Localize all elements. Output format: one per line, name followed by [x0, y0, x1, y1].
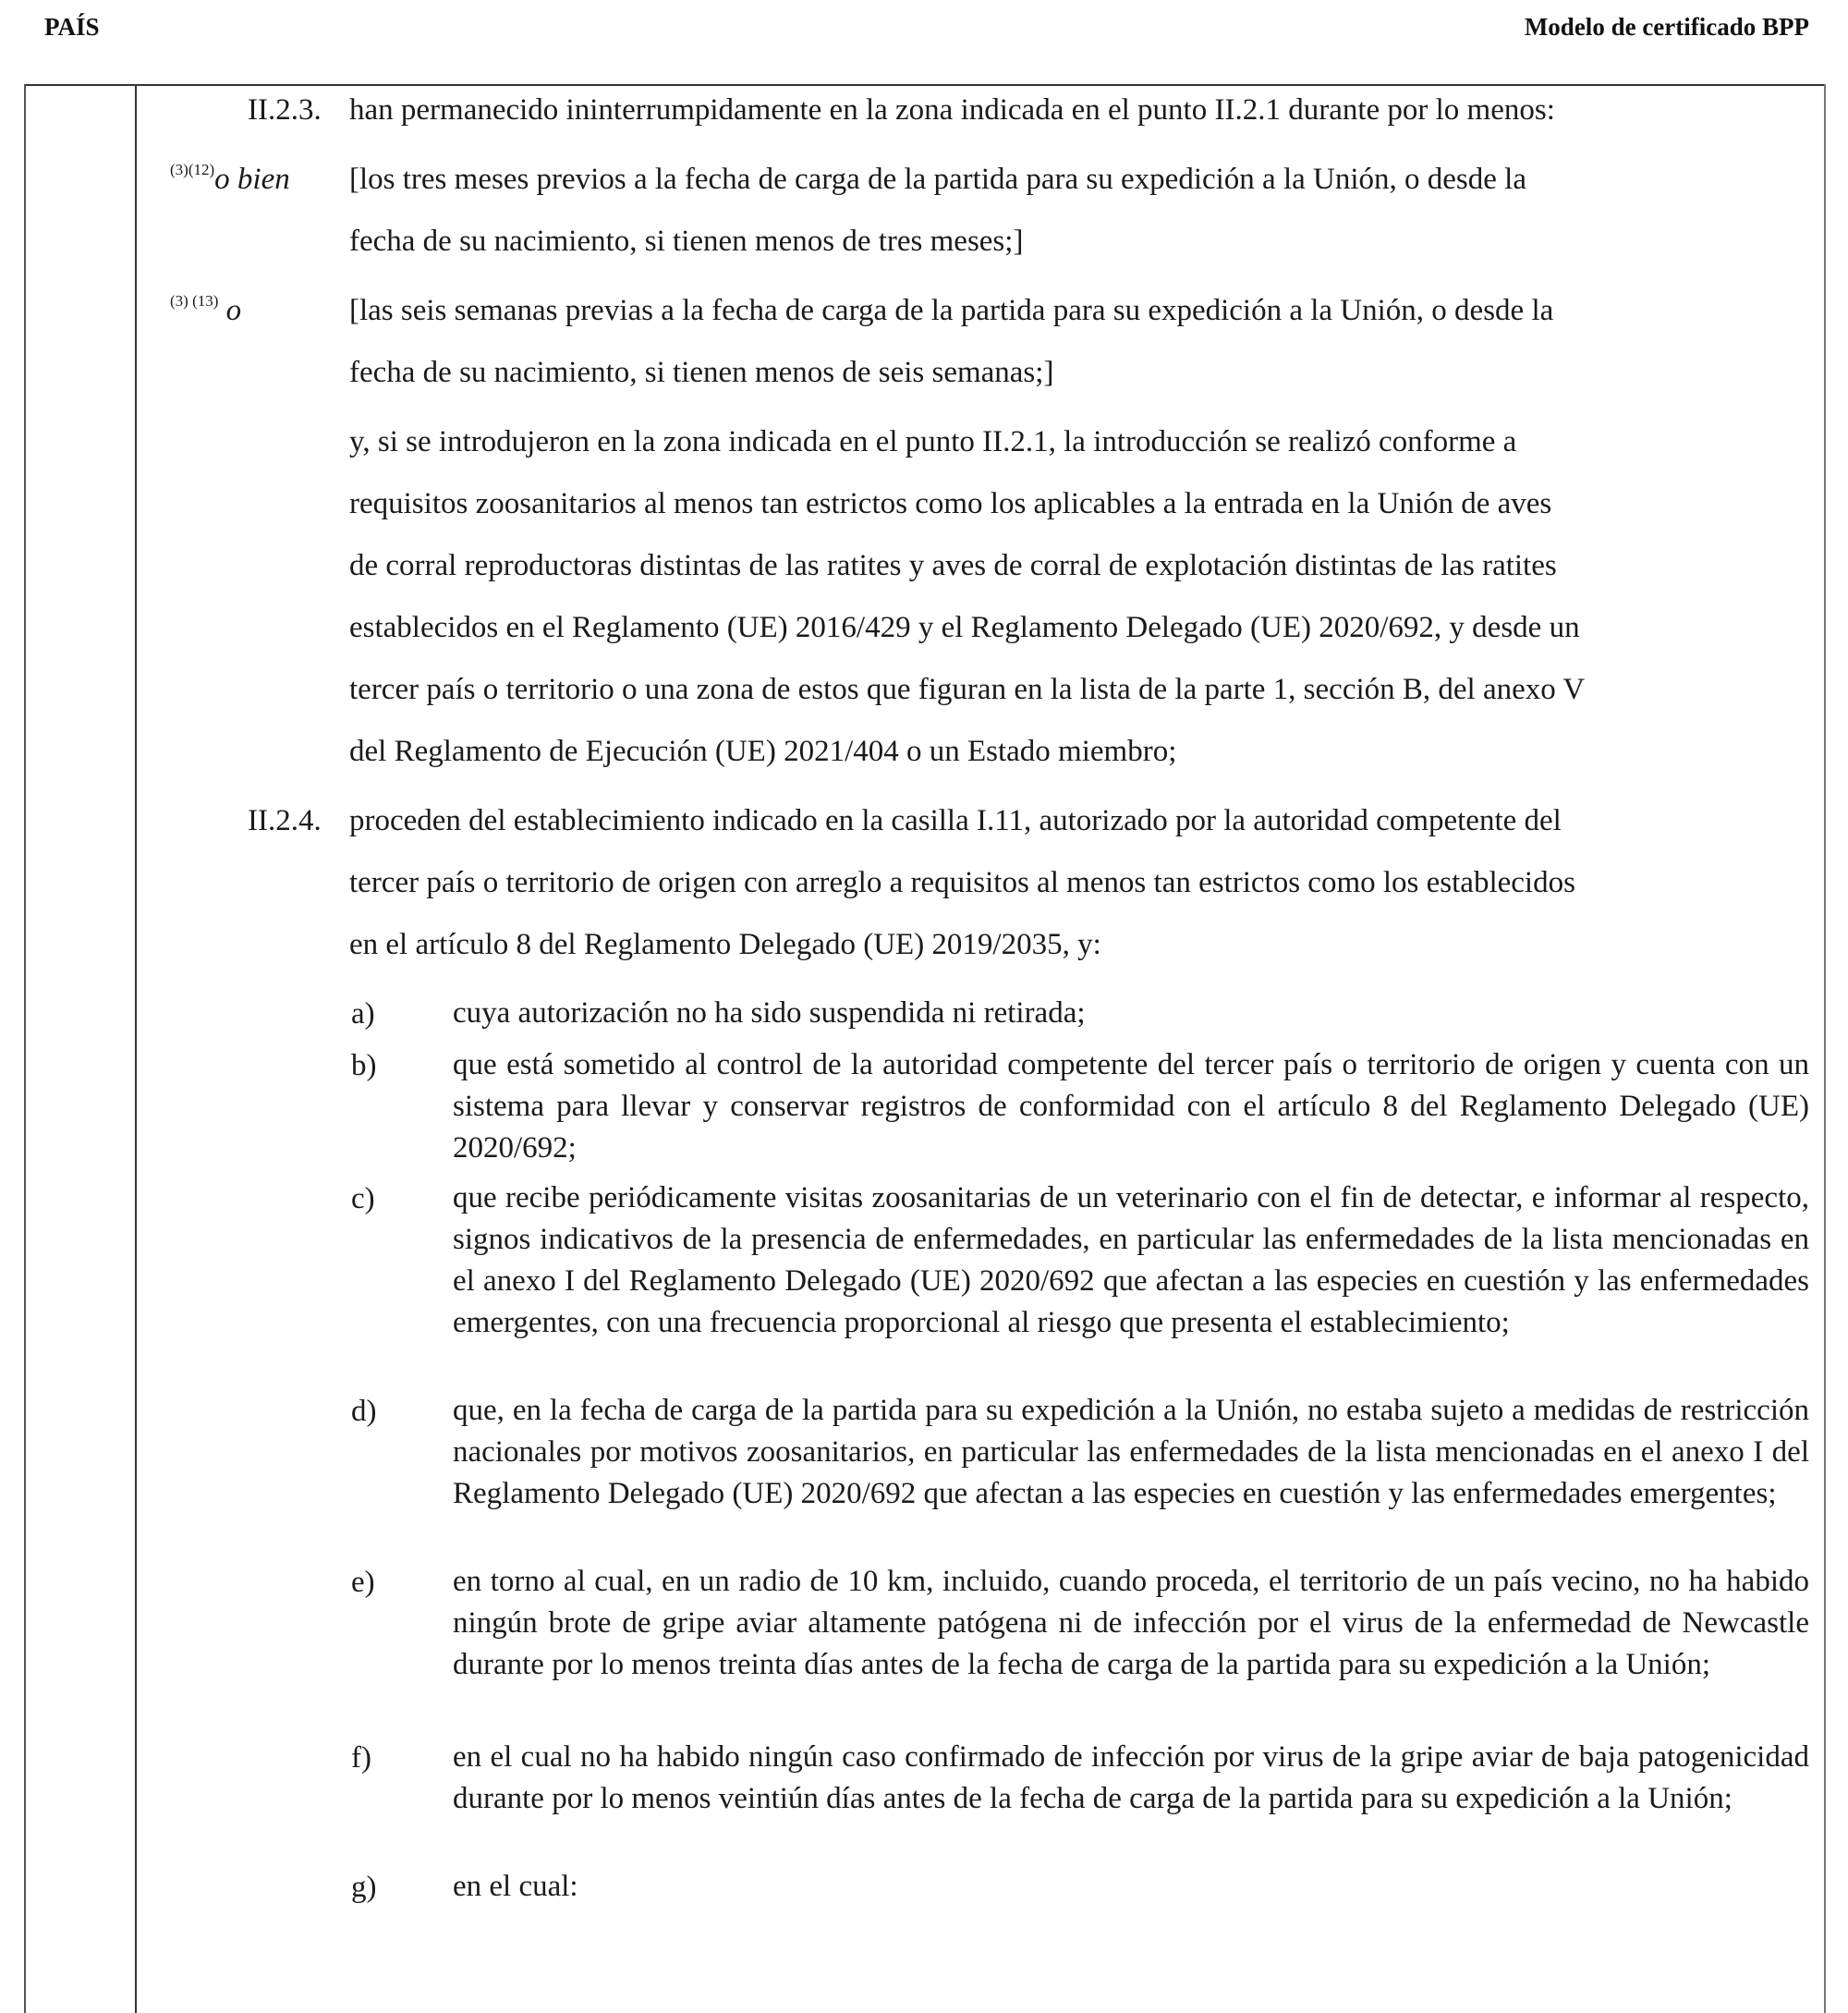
section-2-2-3-text: han permanecido ininterrumpidamente en la zona indicada en el punto II.2.1 durante por lo menos:	[349, 93, 1555, 127]
option-1-line-2: fecha de su nacimiento, si tienen menos de tres meses;]	[349, 225, 1024, 258]
table-top-border	[24, 84, 1826, 86]
paragraph-line: requisitos zoosanitarios al menos tan estrictos como los aplicables a la entrada en la Unión de aves	[349, 487, 1552, 520]
list-item: que está sometido al control de la autoridad competente del tercer país o territorio de origen y cuenta con un sistema para llevar y conservar registros de conformidad con el artículo 8 del Reglamento Delegado (UE) 2020/692;	[453, 1048, 1809, 1165]
option-marker-1	[170, 163, 290, 197]
list-item: que recibe periódicamente visitas zoosanitarias de un veterinario con el fin de detectar, e informar al respecto, signos indicativos de la presencia de enfermedades, en particular las enfermedades de la lista mencionadas en el anexo I del Reglamento Delegado (UE) 2020/692 que afectan a las especies en cuestión y las enfermedades emergentes, con una frecuencia proporcional al riesgo que presenta el establecimiento;	[453, 1181, 1809, 1339]
paragraph-line: tercer país o territorio de origen con arreglo a requisitos al menos tan estrictos como los establecidos	[349, 866, 1575, 899]
paragraph-line: proceden del establecimiento indicado en la casilla I.11, autorizado por la autoridad competente del	[349, 804, 1562, 837]
country-label: PAÍS	[44, 13, 100, 41]
list-item: en torno al cual, en un radio de 10 km, incluido, cuando proceda, el territorio de un país vecino, no ha habido ningún brote de gripe aviar altamente patógena ni de infección por el virus de la enfermedad de Newcastle durante por lo menos treinta días antes de la fecha de carga de la partida para su expedición a la Unión;	[453, 1565, 1809, 1681]
certificate-model-label: Modelo de certificado BPP	[1524, 13, 1809, 41]
option-marker-2	[170, 294, 241, 328]
section-number-2-2-3: II.2.3.	[248, 93, 322, 127]
option-1-line-1: [los tres meses previos a la fecha de carga de la partida para su expedición a la Unión, o desde la	[349, 163, 1526, 196]
paragraph-line: de corral reproductoras distintas de las ratites y aves de corral de explotación distintas de las ratites	[349, 549, 1557, 582]
list-item: en el cual:	[453, 1870, 578, 1903]
item-letter: g)	[351, 1871, 377, 1904]
option-2-line-2: fecha de su nacimiento, si tienen menos de seis semanas;]	[349, 356, 1054, 389]
item-letter: c)	[351, 1182, 375, 1215]
item-letter: d)	[351, 1395, 377, 1428]
footnote-ref: (3) (13)	[170, 292, 219, 310]
paragraph-line: tercer país o territorio o una zona de estos que figuran en la lista de la parte 1, sección B, del anexo V	[349, 673, 1586, 706]
option-label: o	[225, 294, 242, 327]
list-item: que, en la fecha de carga de la partida para su expedición a la Unión, no estaba sujeto a medidas de restricción nacionales por motivos zoosanitarios, en particular las enfermedades de la lista mencionadas en el anexo I del Reglamento Delegado (UE) 2020/692 que afectan a las especies en cuestión y las enfermedades emergentes;	[453, 1394, 1809, 1510]
option-2-line-1: [las seis semanas previas a la fecha de carga de la partida para su expedición a la Unión, o desde la	[349, 294, 1554, 327]
footnote-ref: (3)(12)	[170, 161, 215, 178]
table-column-divider	[135, 84, 137, 2013]
item-letter: e)	[351, 1566, 375, 1599]
table-right-border	[1824, 84, 1826, 2013]
paragraph-line: en el artículo 8 del Reglamento Delegado (UE) 2019/2035, y:	[349, 928, 1101, 961]
paragraph-line: del Reglamento de Ejecución (UE) 2021/404 o un Estado miembro;	[349, 735, 1177, 768]
list-item: en el cual no ha habido ningún caso confirmado de infección por virus de la gripe aviar de baja patogenicidad durante por lo menos veintiún días antes de la fecha de carga de la partida para su expedición a la Unión;	[453, 1740, 1809, 1815]
item-letter: f)	[351, 1741, 371, 1775]
item-letter: b)	[351, 1049, 377, 1082]
paragraph-line: y, si se introdujeron en la zona indicada en el punto II.2.1, la introducción se realizó conforme a	[349, 425, 1517, 458]
paragraph-line: establecidos en el Reglamento (UE) 2016/429 y el Reglamento Delegado (UE) 2020/692, y desde un	[349, 611, 1580, 644]
table-left-border	[24, 84, 26, 2013]
section-number-2-2-4: II.2.4.	[248, 804, 322, 837]
option-label: o bien	[214, 163, 290, 196]
item-letter: a)	[351, 997, 375, 1031]
list-item: cuya autorización no ha sido suspendida ni retirada;	[453, 996, 1086, 1030]
